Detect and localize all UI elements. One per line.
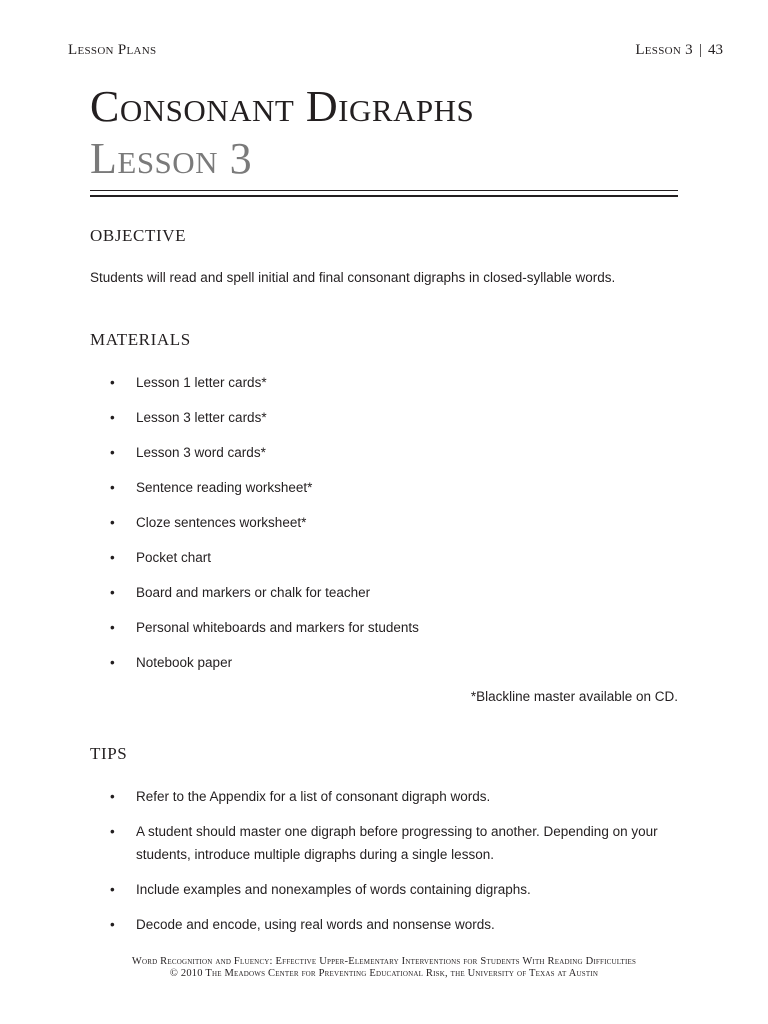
tips-item-text: A student should master one digraph before progressing to another. Depending on your students, introduce multiple digraphs during a single lesson.	[136, 824, 658, 862]
materials-item-text: Sentence reading worksheet*	[136, 480, 313, 495]
running-header-section: Lesson Plans	[68, 42, 157, 58]
footer-copyright: © 2010 The Meadows Center for Preventing Educational Risk, the University of Texas at Austin	[169, 968, 599, 979]
tips-heading: TIPS	[90, 744, 128, 763]
page-title: Consonant Digraphs	[90, 82, 475, 131]
materials-item	[110, 479, 680, 514]
materials-item-text: Lesson 1 letter cards*	[136, 375, 267, 390]
tips-list	[110, 785, 680, 948]
materials-item-text: Pocket chart	[136, 550, 212, 565]
materials-item	[110, 584, 680, 619]
bullet-icon: •	[110, 824, 115, 839]
title-rule-thin	[90, 190, 678, 191]
title-rule-thick	[90, 195, 678, 197]
materials-item-text: Personal whiteboards and markers for students	[136, 620, 419, 635]
materials-item-text: Board and markers or chalk for teacher	[136, 585, 371, 600]
running-header-lesson: Lesson 3	[635, 42, 693, 58]
materials-item-text: Notebook paper	[136, 655, 233, 670]
objective-heading: OBJECTIVE	[90, 226, 187, 245]
bullet-icon: •	[110, 480, 115, 495]
bullet-icon: •	[110, 917, 115, 932]
bullet-icon: •	[110, 789, 115, 804]
bullet-icon: •	[110, 620, 115, 635]
running-header-page	[635, 42, 723, 59]
materials-heading: MATERIALS	[90, 330, 191, 349]
bullet-icon: •	[110, 410, 115, 425]
tips-item	[110, 820, 680, 866]
bullet-icon: •	[110, 585, 115, 600]
bullet-icon: •	[110, 550, 115, 565]
tips-item-text: Decode and encode, using real words and nonsense words.	[136, 917, 495, 932]
materials-item	[110, 374, 680, 409]
page-subtitle: Lesson 3	[90, 134, 253, 183]
footer-book-title: Word Recognition and Fluency: Effective Upper-Elementary Interventions for Students With Reading Difficulties	[131, 956, 637, 967]
objective-text: Students will read and spell initial and final consonant digraphs in closed-syllable words.	[90, 270, 616, 285]
tips-item	[110, 785, 680, 808]
materials-item-text: Lesson 3 letter cards*	[136, 410, 267, 425]
materials-item	[110, 409, 680, 444]
bullet-icon: •	[110, 515, 115, 530]
bullet-icon: •	[110, 375, 115, 390]
materials-list	[110, 374, 680, 689]
bullet-icon: •	[110, 445, 115, 460]
bullet-icon: •	[110, 655, 115, 670]
header-separator: |	[698, 42, 702, 58]
page-footer	[0, 956, 768, 980]
tips-item-text: Include examples and nonexamples of words containing digraphs.	[136, 882, 531, 897]
tips-item-text: Refer to the Appendix for a list of consonant digraph words.	[136, 789, 491, 804]
bullet-icon: •	[110, 882, 115, 897]
materials-item	[110, 619, 680, 654]
materials-item	[110, 514, 680, 549]
tips-item	[110, 878, 680, 901]
tips-item	[110, 913, 680, 936]
materials-item	[110, 444, 680, 479]
blackline-note: *Blackline master available on CD.	[470, 689, 678, 704]
materials-item	[110, 549, 680, 584]
materials-item-text: Lesson 3 word cards*	[136, 445, 266, 460]
materials-item	[110, 654, 680, 689]
materials-item-text: Cloze sentences worksheet*	[136, 515, 307, 530]
page-number: 43	[708, 42, 723, 58]
